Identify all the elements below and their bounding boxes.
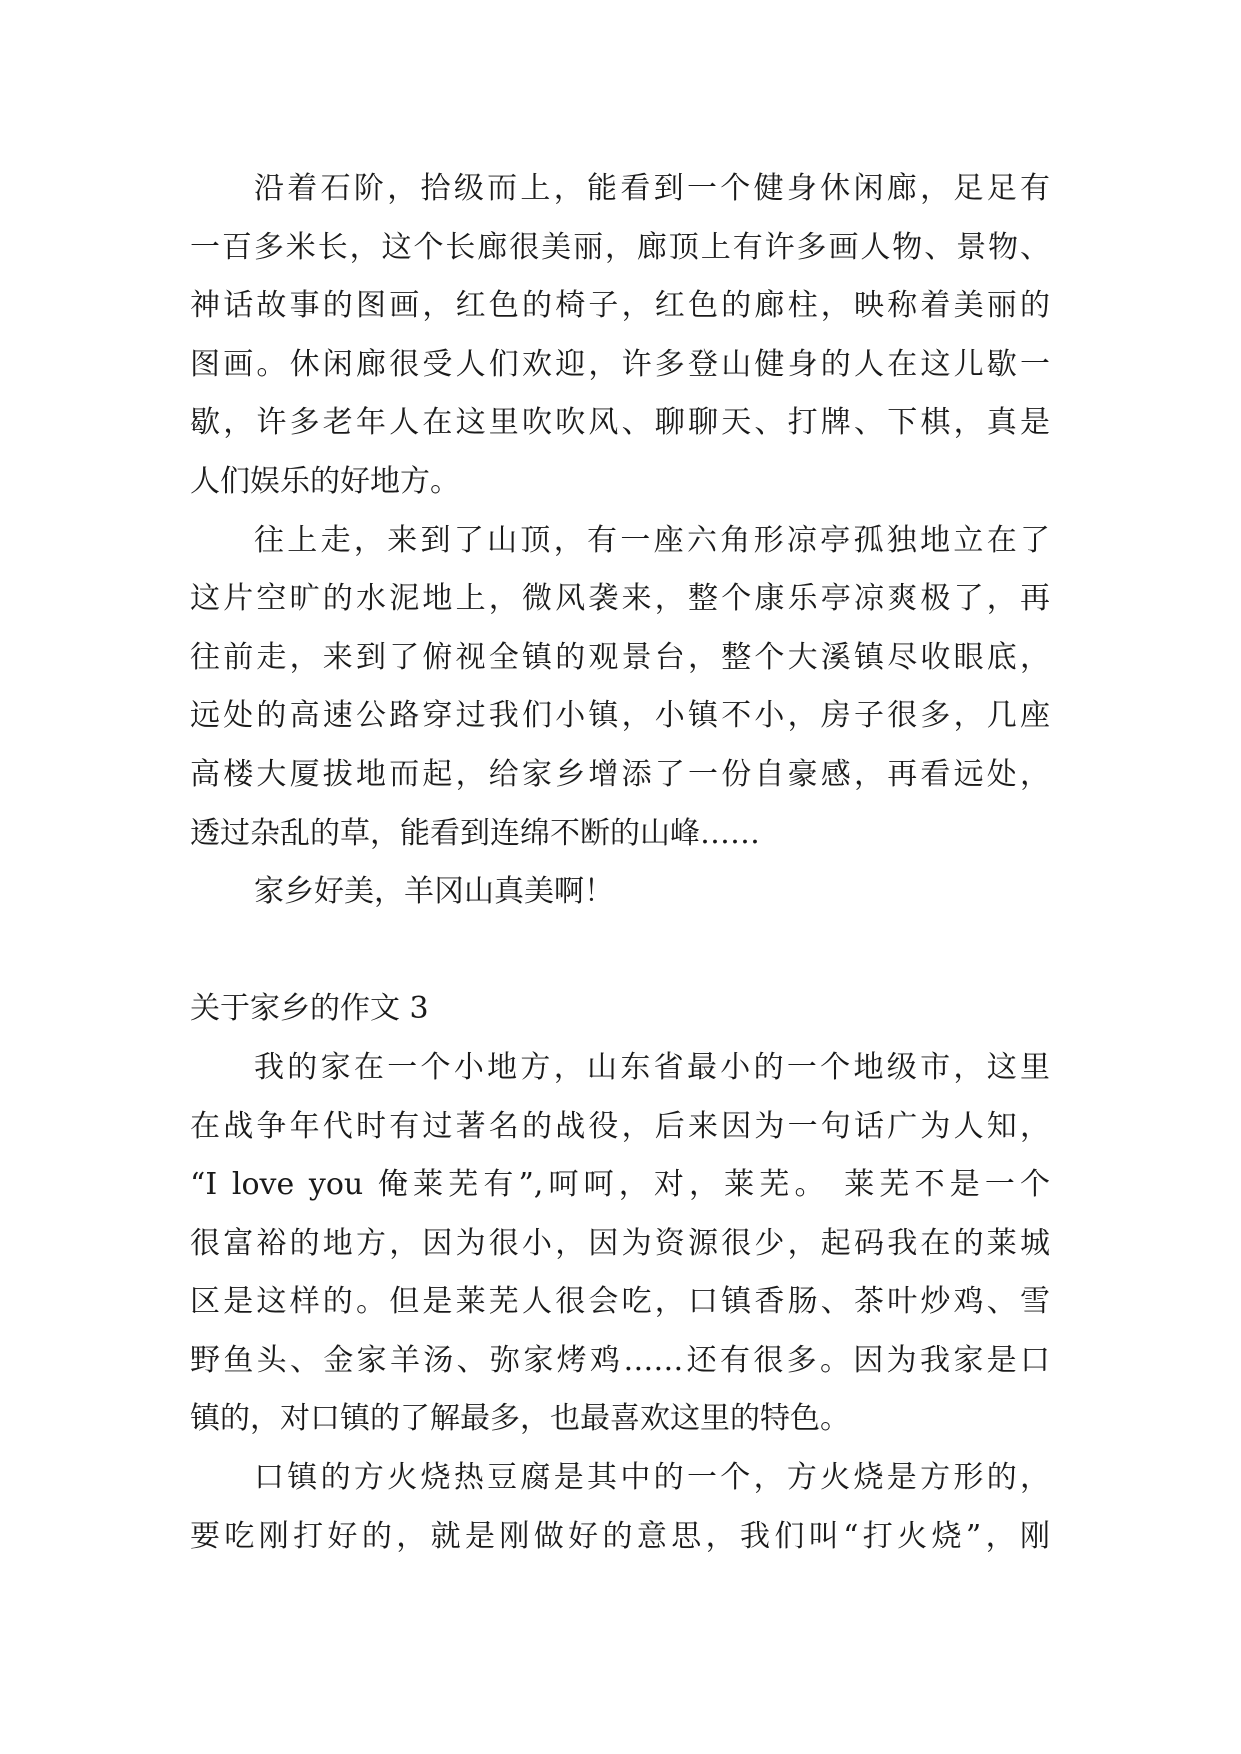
text-line: 歇，许多老年人在这里吹吹风、聊聊天、打牌、下棋，真是 bbox=[190, 405, 1050, 441]
text-line: 图画。休闲廊很受人们欢迎，许多登山健身的人在这儿歇一 bbox=[190, 346, 1050, 382]
text-line: 要吃刚打好的，就是刚做好的意思，我们叫“打火烧”，刚 bbox=[190, 1518, 1050, 1554]
text-line: 这片空旷的水泥地上，微风袭来，整个康乐亭凉爽极了，再 bbox=[190, 581, 1050, 617]
text-line: 镇的，对口镇的了解最多，也最喜欢这里的特色。 bbox=[190, 1401, 850, 1437]
text-line: 家乡好美，羊冈山真美啊！ bbox=[254, 874, 614, 910]
text-line: 神话故事的图画，红色的椅子，红色的廊柱，映称着美丽的 bbox=[190, 288, 1050, 324]
text-line: 远处的高速公路穿过我们小镇，小镇不小，房子很多，几座 bbox=[190, 698, 1050, 734]
paragraph bbox=[190, 1039, 1050, 1449]
text-line: 在战争年代时有过著名的战役，后来因为一句话广为人知， bbox=[190, 1108, 1050, 1144]
paragraph bbox=[190, 160, 1050, 512]
document-page bbox=[190, 160, 1050, 1566]
text-line: 人们娱乐的好地方。 bbox=[190, 463, 460, 499]
paragraph bbox=[190, 512, 1050, 864]
text-line: 透过杂乱的草，能看到连绵不断的山峰…… bbox=[190, 815, 760, 851]
blank-line bbox=[190, 922, 1050, 981]
text-line: 我的家在一个小地方，山东省最小的一个地级市，这里 bbox=[254, 1049, 1050, 1085]
paragraph bbox=[190, 863, 1050, 922]
text-line: 很富裕的地方，因为很小，因为资源很少，起码我在的莱城 bbox=[190, 1225, 1050, 1261]
text-line: 一百多米长，这个长廊很美丽，廊顶上有许多画人物、景物、 bbox=[190, 229, 1050, 265]
text-line: 往前走，来到了俯视全镇的观景台，整个大溪镇尽收眼底， bbox=[190, 639, 1050, 675]
text-line: 区是这样的。但是莱芜人很会吃，口镇香肠、茶叶炒鸡、雪 bbox=[190, 1284, 1050, 1320]
text-line: 高楼大厦拔地而起，给家乡增添了一份自豪感，再看远处， bbox=[190, 756, 1050, 792]
text-line: 野鱼头、金家羊汤、弥家烤鸡……还有很多。因为我家是口 bbox=[190, 1342, 1050, 1378]
text-line: 口镇的方火烧热豆腐是其中的一个，方火烧是方形的， bbox=[254, 1460, 1050, 1496]
text-line: 往上走，来到了山顶，有一座六角形凉亭孤独地立在了 bbox=[254, 522, 1050, 558]
paragraph bbox=[190, 1449, 1050, 1566]
text-line: “I love you 俺莱芜有”,呵呵，对，莱芜。 莱芜不是一个 bbox=[190, 1167, 1050, 1203]
section-heading: 关于家乡的作文 3 bbox=[190, 991, 429, 1027]
text-line: 沿着石阶，拾级而上，能看到一个健身休闲廊，足足有 bbox=[254, 171, 1050, 206]
